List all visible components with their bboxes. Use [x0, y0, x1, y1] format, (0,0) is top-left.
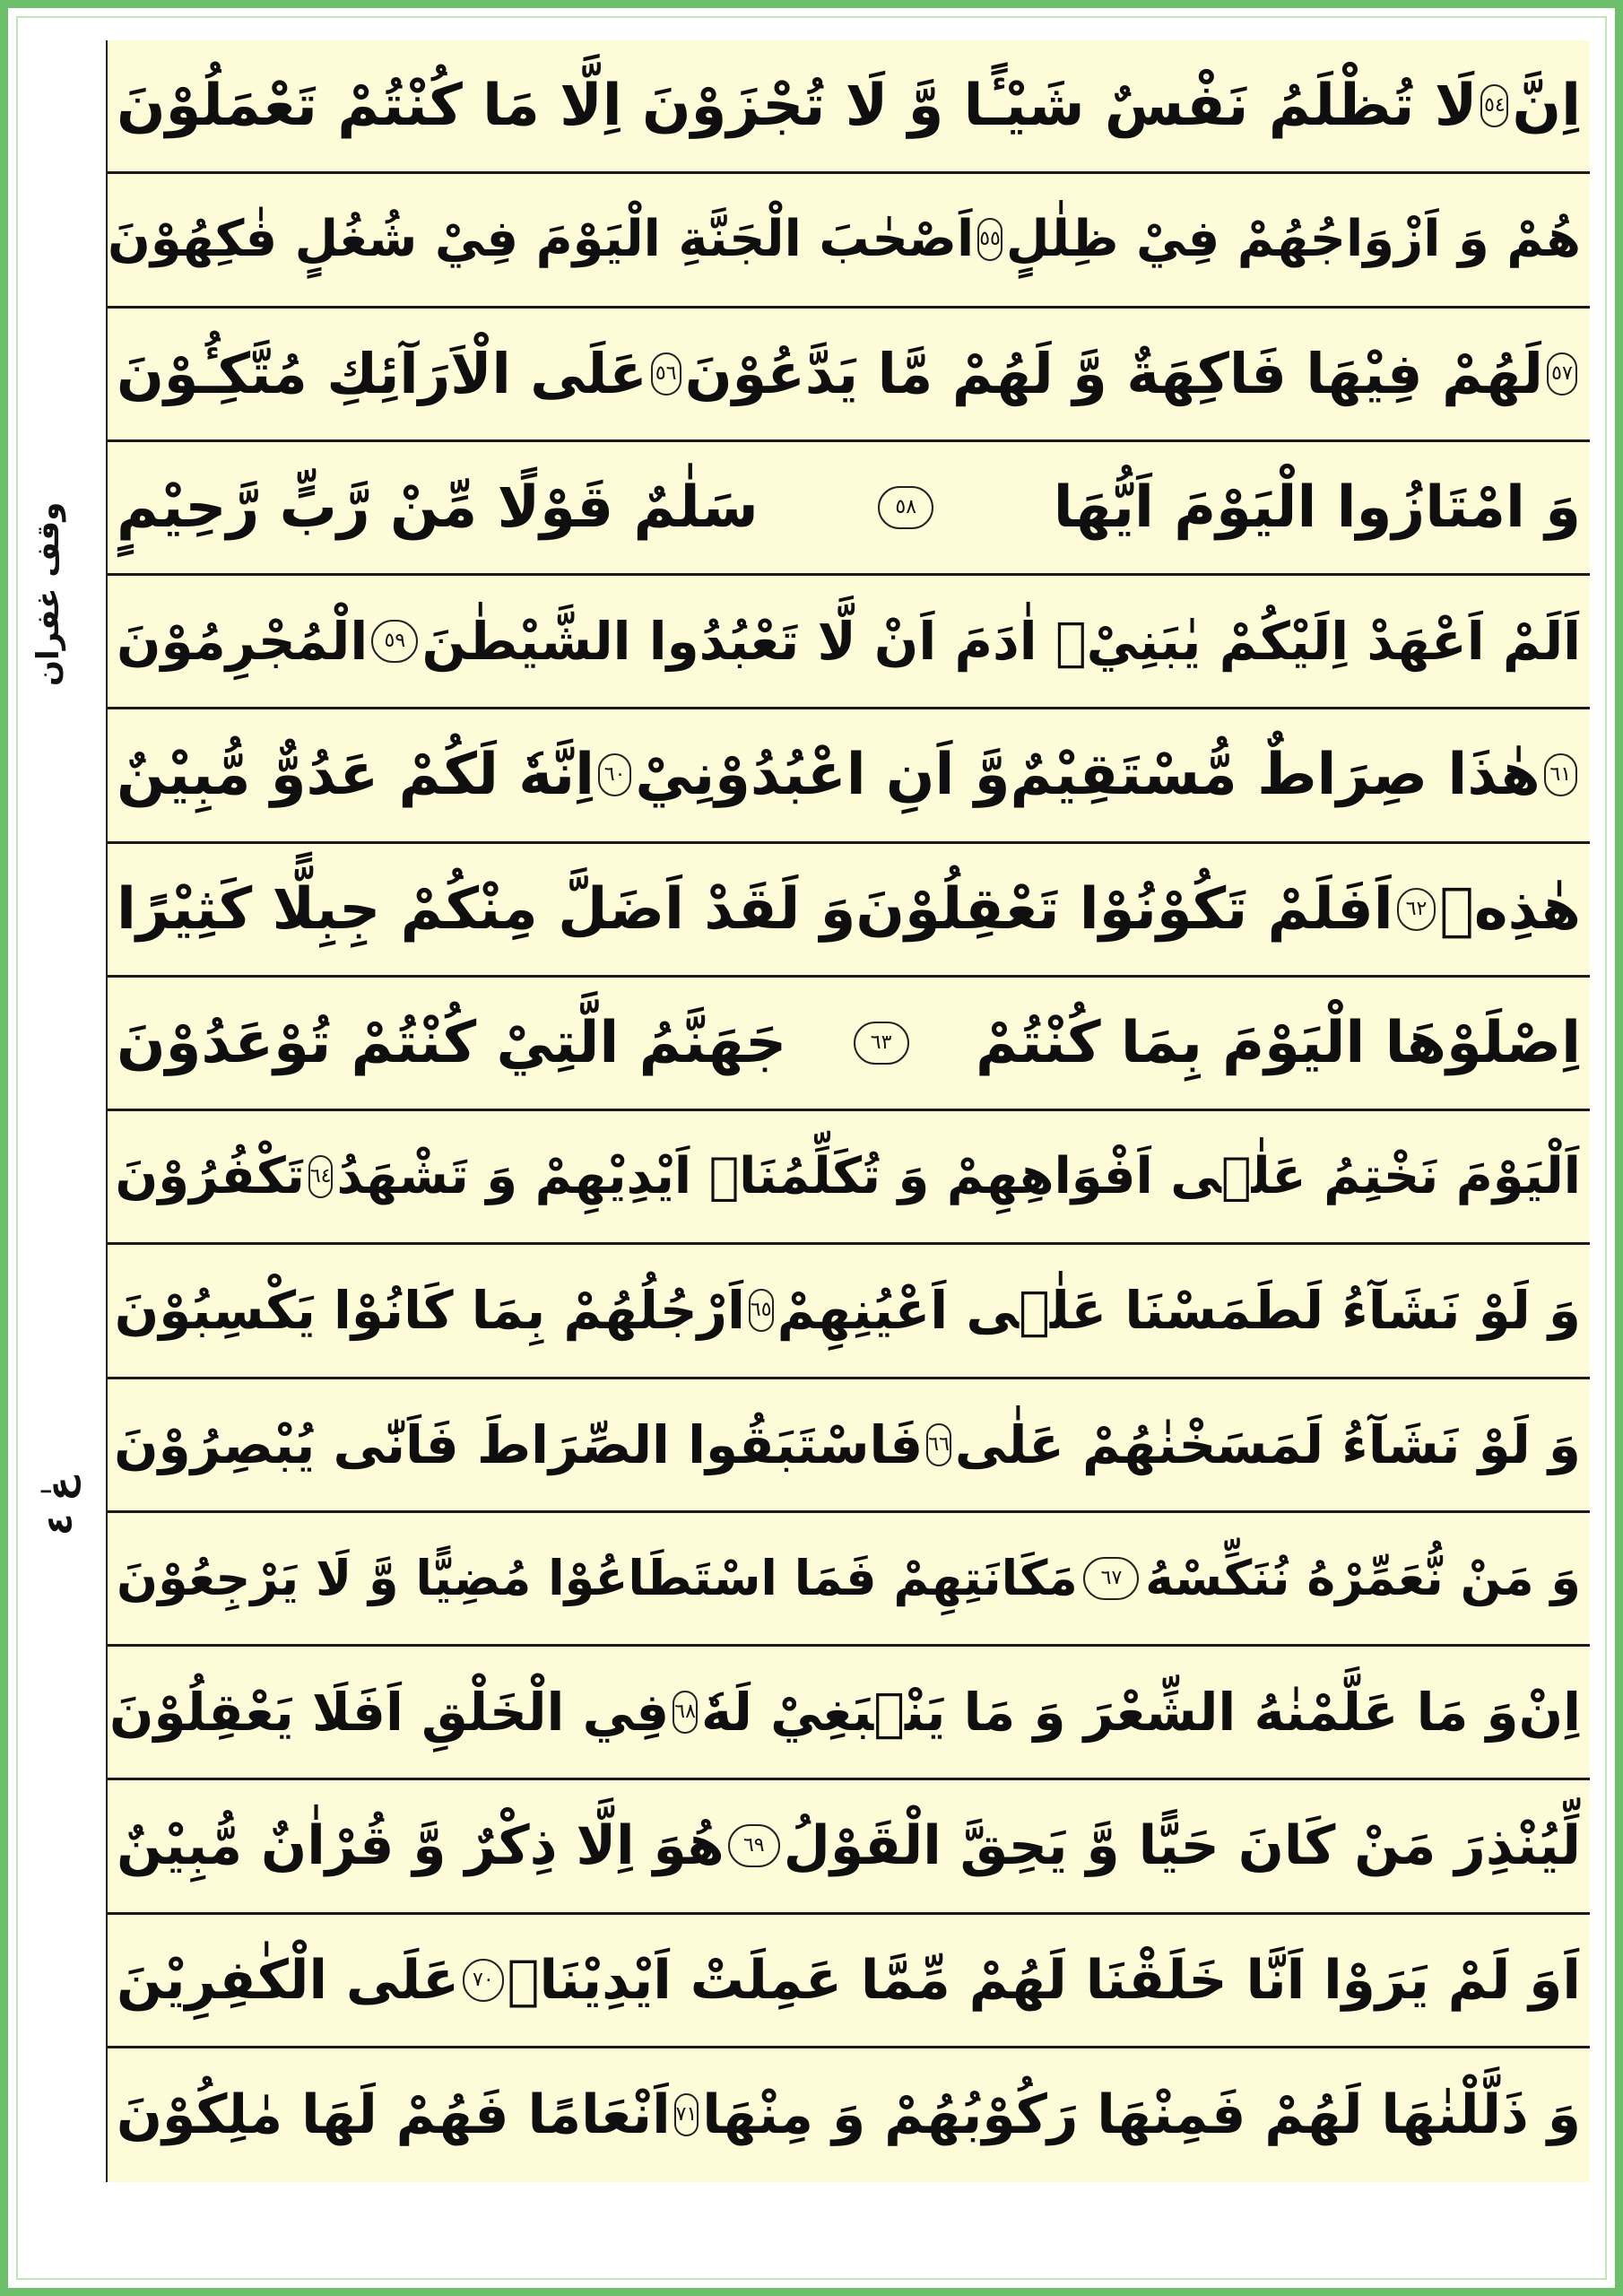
verse-text: وَ مَنْ نُّعَمِّرْهُ نُنَكِّسْهُ	[1145, 1549, 1581, 1606]
text-line	[108, 442, 1590, 576]
verse-text: فِي الْخَلْقِ اَفَلَا يَعْقِلُوْنَ	[108, 1682, 670, 1744]
text-line	[108, 1780, 1590, 1914]
ayah-number-marker: ٥٧	[1547, 352, 1577, 396]
verse-text: الْمُجْرِمُوْنَ	[117, 611, 369, 673]
ayah-number-marker: ٦٦	[926, 1423, 951, 1466]
verse-text: اَصْحٰبَ الْجَنَّةِ الْيَوْمَ فِيْ شُغُلٍ فٰكِهُوْنَ	[108, 210, 975, 269]
ayah-number-marker: ٧١	[674, 2093, 699, 2136]
verse-text: اَرْجُلُهُمْ بِمَا كَانُوْا يَكْسِبُوْنَ	[114, 1280, 745, 1342]
ayah-number-marker: ٦٨	[673, 1691, 698, 1734]
ayah-number-marker: ٦٠	[598, 753, 631, 796]
verse-text: مَكَانَتِهِمْ فَمَا اسْتَطَاعُوْا مُضِيًّا وَّ لَا يَرْجِعُوْنَ	[117, 1549, 1078, 1606]
ayah-number-marker: ٦٣	[854, 1022, 909, 1065]
verse-text: اَوَ لَمْ يَرَوْا اَنَّا خَلَقْنَا لَهُمْ مِّمَّا عَمِلَتْ اَيْدِيْنَاۤ	[507, 1948, 1581, 2012]
verse-text: وَ ذَلَّلْنٰهَا لَهُمْ فَمِنْهَا رَكُوْبُهُمْ وَ مِنْهَا	[702, 2083, 1581, 2147]
text-line	[108, 844, 1590, 978]
ayah-number-marker: ٥٤	[1480, 84, 1508, 127]
text-line	[108, 576, 1590, 709]
verse-text: عَلَى الْكٰفِرِيْنَ	[117, 1948, 460, 2012]
verse-text: جَهَنَّمُ الَّتِيْ كُنْتُمْ تُوْعَدُوْنَ	[117, 1009, 787, 1076]
text-line	[108, 309, 1590, 442]
verse-text: فَاسْتَبَقُوا الصِّرَاطَ فَاَنّٰى يُبْصِرُوْنَ	[114, 1413, 924, 1475]
margin-waqf-note: وقف غفران	[30, 501, 66, 686]
verse-text: هٰذَا صِرَاطٌ مُّسْتَقِيْمٌ	[1010, 742, 1541, 809]
ayah-number-marker: ٥٦	[651, 352, 681, 396]
verse-text: لَا تُظْلَمُ نَفْسٌ شَيْـًٔا وَّ لَا تُجْزَوْنَ اِلَّا مَا كُنْتُمْ تَعْمَلُوْنَ	[117, 73, 1478, 140]
verse-text: اَنْعَامًا فَهُمْ لَهَا مٰلِكُوْنَ	[116, 2083, 671, 2147]
verse-text: اَلْيَوْمَ نَخْتِمُ عَلٰۤى اَفْوَاهِهِمْ وَ تُكَلِّمُنَاۤ اَيْدِيْهِمْ وَ تَشْهَدُ	[336, 1147, 1581, 1206]
verse-text: هُمْ وَ اَزْوَاجُهُمْ فِيْ ظِلٰلٍ	[1005, 210, 1581, 269]
ayah-number-marker: ٦٤	[308, 1155, 334, 1198]
verse-text: اَفَلَمْ تَكُوْنُوْا تَعْقِلُوْنَ	[855, 875, 1393, 943]
text-line	[108, 1915, 1590, 2048]
verse-text: سَلٰمٌ قَوْلًا مِّنْ رَّبٍّ رَّحِيْمٍ	[117, 474, 759, 541]
margin-rukoo-marker: عٰ ٤	[39, 1476, 81, 1535]
verse-text: وَ لَوْ نَشَآءُ لَمَسَخْنٰهُمْ عَلٰى	[954, 1413, 1581, 1475]
ayah-number-marker: ٦٢	[1397, 888, 1436, 931]
verse-text: اَلَمْ اَعْهَدْ اِلَيْكُمْ يٰبَنِيْۤ اٰدَمَ اَنْ لَّا تَعْبُدُوا الشَّيْطٰنَ	[421, 611, 1581, 673]
text-line	[108, 1111, 1590, 1245]
quran-page	[106, 40, 1590, 2182]
verse-text: تَكْفُرُوْنَ	[115, 1147, 305, 1206]
ayah-number-marker: ٥٥	[977, 218, 1002, 261]
text-line	[108, 1245, 1590, 1378]
text-line	[108, 978, 1590, 1111]
text-line	[108, 174, 1590, 308]
text-line	[108, 1379, 1590, 1513]
text-line	[108, 1513, 1590, 1647]
ayah-number-marker: ٥٨	[878, 486, 933, 529]
verse-text: وَ لَقَدْ اَضَلَّ مِنْكُمْ جِبِلًّا كَثِيْرًا	[117, 875, 856, 943]
ayah-number-marker: ٦٥	[749, 1289, 774, 1332]
verse-text: هٰذِهٖ	[1439, 875, 1581, 943]
ayah-number-marker: ٥٩	[371, 620, 418, 663]
verse-text: لَهُمْ فِيْهَا فَاكِهَةٌ وَّ لَهُمْ مَّا يَدَّعُوْنَ	[684, 340, 1543, 406]
ayah-number-marker: ٦١	[1544, 753, 1577, 796]
verse-text: عَلَى الْاَرَآئِكِ مُتَّكِـُٔوْنَ	[117, 340, 647, 406]
text-line	[108, 40, 1590, 174]
verse-text: هُوَ اِلَّا ذِكْرٌ وَّ قُرْاٰنٌ مُّبِيْنٌ	[117, 1814, 725, 1878]
verse-text: وَ لَوْ نَشَآءُ لَطَمَسْنَا عَلٰۤى اَعْيُنِهِمْ	[777, 1280, 1581, 1342]
verse-text: اِنَّ	[1512, 73, 1581, 140]
verse-text: وَ امْتَازُوا الْيَوْمَ اَيُّهَا	[1053, 474, 1581, 541]
verse-text: اِصْلَوْهَا الْيَوْمَ بِمَا كُنْتُمْ	[975, 1009, 1581, 1076]
verse-text: لِّيُنْذِرَ مَنْ كَانَ حَيًّا وَّ يَحِقَّ الْقَوْلُ	[783, 1814, 1581, 1878]
text-line	[108, 1647, 1590, 1780]
text-line	[108, 2048, 1590, 2182]
ayah-number-marker: ٦٧	[1083, 1557, 1139, 1600]
verse-text: وَ مَا عَلَّمْنٰهُ الشِّعْرَ وَ مَا يَنْۢبَغِيْ لَهٗ	[700, 1682, 1519, 1744]
text-line	[108, 709, 1590, 843]
verse-text: اِنْ	[1518, 1682, 1581, 1744]
verse-text: اِنَّهٗ لَكُمْ عَدُوٌّ مُّبِيْنٌ	[117, 742, 595, 809]
ayah-number-marker: ٦٩	[728, 1824, 780, 1867]
verse-text: وَّ اَنِ اعْبُدُوْنِيْ	[635, 742, 1011, 809]
ayah-number-marker: ٧٠	[463, 1959, 503, 2002]
